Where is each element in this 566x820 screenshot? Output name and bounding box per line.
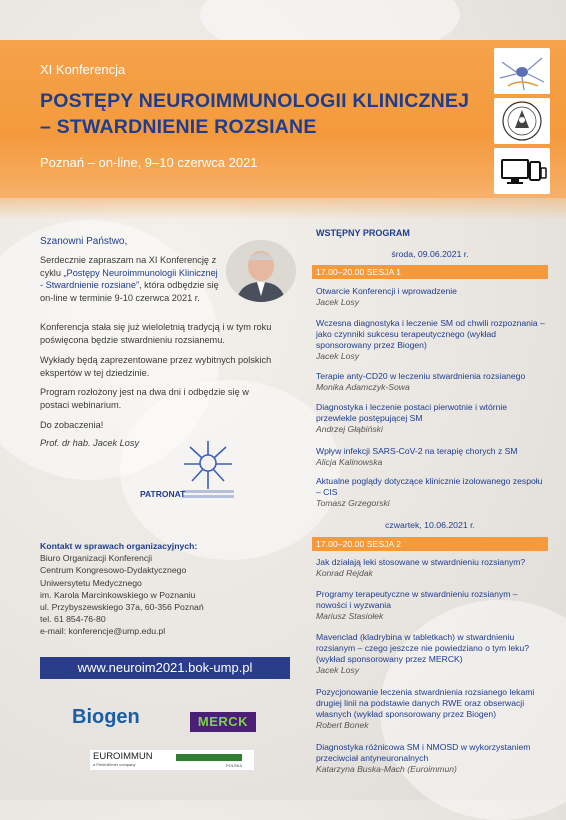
program-item xyxy=(316,318,548,362)
program-item xyxy=(316,742,548,775)
devices-icon xyxy=(494,148,550,194)
program-title: WSTĘPNY PROGRAM xyxy=(316,228,410,238)
program-item xyxy=(316,687,548,731)
talk-title: Otwarcie Konferencji i wprowadzenie xyxy=(316,286,457,296)
talk-title: Wpływ infekcji SARS-CoV-2 na terapię chorych z SM xyxy=(316,446,518,456)
author-photo xyxy=(226,240,296,302)
session1-bar: 17.00–20.00 SESJA 1 xyxy=(312,265,548,279)
euroimmun-subtitle: a PerkinElmer company xyxy=(93,762,136,767)
contact-line: Uniwersytetu Medycznego xyxy=(40,577,142,588)
closing-line: Do zobaczenia! xyxy=(40,420,104,430)
patronat-label: PATRONAT xyxy=(140,489,186,499)
intro-highlight: „Postępy Neuroimmunologii Klinicznej - Stwardnienie rozsiane” xyxy=(40,267,218,290)
talk-title: Programy terapeutyczne w stwardnieniu rozsianym – nowości i wyzwania xyxy=(316,589,518,610)
website-link[interactable]: www.neuroim2021.bok-ump.pl xyxy=(40,657,290,679)
online-devices-logo xyxy=(494,148,550,194)
contact-block xyxy=(40,540,204,638)
program-item xyxy=(316,286,548,308)
tradition-paragraph: Konferencja stała się już wieloletnią tradycją i w tym roku poświęcona będzie stwardnieniu rozsianemu. xyxy=(40,322,272,345)
talk-title: Pozycjonowanie leczenia stwardnienia rozsianego lekami drugiej linii na podstawie danych RWE oraz obserwacji własnych (wykład sponsorowany przez Biogen) xyxy=(316,687,535,719)
merck-logo: MERCK xyxy=(190,712,256,732)
conference-number: XI Konferencja xyxy=(40,62,126,77)
euroimmun-bar xyxy=(176,754,242,761)
talk-author: Jacek Losy xyxy=(316,665,359,675)
university-seal-logo xyxy=(494,98,550,144)
signature: Prof. dr hab. Jacek Losy xyxy=(40,438,140,448)
euroimmun-name: EUROIMMUN xyxy=(93,751,153,762)
conference-location-date: Poznań – on-line, 9–10 czerwca 2021 xyxy=(40,155,258,170)
euroimmun-logo xyxy=(90,750,254,770)
talk-author: Jacek Losy xyxy=(316,351,359,361)
contact-line: Centrum Kongresowo-Dydaktycznego xyxy=(40,565,187,576)
biogen-logo: Biogen xyxy=(72,706,140,728)
talk-author: Mariusz Stasiołek xyxy=(316,611,384,621)
conference-title-line1: POSTĘPY NEUROIMMUNOLOGII KLINICZNEJ xyxy=(40,90,470,112)
talk-author: Robert Bonek xyxy=(316,720,369,730)
program-item xyxy=(316,589,548,622)
talk-title: Wczesna diagnostyka i leczenie SM od chwili rozpoznania – jako czynniki sukcesu terapeutycznego (wykład sponsorowany przez Biogen) xyxy=(316,318,545,350)
ptsr-logo xyxy=(172,437,244,509)
session2-bar: 17.00–20.00 SESJA 2 xyxy=(312,537,548,551)
contact-line: im. Karola Marcinkowskiego w Poznaniu xyxy=(40,589,196,600)
talk-title: Jak działają leki stosowane w stwardnieniu rozsianym? xyxy=(316,557,526,567)
talk-title: Mavenclad (kladrybina w tabletkach) w stwardnieniu rozsianym – czego jeszcze nie powiedziano o tym leku? (wykład sponsorowany przez MERCK) xyxy=(316,632,530,664)
talk-author: Katarzyna Buska-Mach (Euroimmun) xyxy=(316,764,457,774)
program-item xyxy=(316,557,548,579)
banner-fade xyxy=(0,190,566,220)
day2-date: czwartek, 10.06.2021 r. xyxy=(385,520,475,530)
program-item xyxy=(316,446,548,468)
program-item xyxy=(316,632,548,676)
neuron-logo xyxy=(494,48,550,94)
intro-text-end: , która odbędzie się on-line w terminie 9-10 czerwca 2021 r. xyxy=(40,280,219,303)
talk-title: Diagnostyka i leczenie postaci pierwotnie i wtórnie przewlekle postępującej SM xyxy=(316,402,508,423)
intro-text: Serdecznie zapraszam na XI Konferencję z cyklu xyxy=(40,255,217,278)
webinar-paragraph: Program rozłożony jest na dwa dni i odbędzie się w postaci webinarium. xyxy=(40,387,249,410)
contact-email[interactable]: e-mail: konferencje@ump.edu.pl xyxy=(40,626,166,637)
greeting: Szanowni Państwo, xyxy=(40,236,128,247)
euroimmun-country: POLSKA xyxy=(226,763,243,768)
day1-date: środa, 09.06.2021 r. xyxy=(391,249,469,259)
talk-author: Monika Adamczyk-Sowa xyxy=(316,382,410,392)
talk-author: Konrad Rejdak xyxy=(316,568,373,578)
university-seal-icon xyxy=(494,98,550,144)
talk-author: Andrzej Głąbiński xyxy=(316,424,383,434)
program-item xyxy=(316,371,548,393)
contact-line: ul. Przybyszewskiego 37a, 60-356 Poznań xyxy=(40,602,204,613)
talk-title: Aktualne poglądy dotyczące klinicznie izolowanego zespołu – CIS xyxy=(316,476,543,497)
contact-line: Biuro Organizacji Konferencji xyxy=(40,553,153,564)
program-item xyxy=(316,476,548,509)
lectures-paragraph: Wykłady będą zaprezentowane przez wybitnych polskich ekspertów w tej dziedzinie. xyxy=(40,355,272,378)
conference-title-line2: – STWARDNIENIE ROZSIANE xyxy=(40,116,317,138)
talk-author: Tomasz Grzegorski xyxy=(316,498,390,508)
talk-title: Diagnostyka różnicowa SM i NMOSD w wykorzystaniem przeciwciał antyneuronalnych xyxy=(316,742,531,763)
intro-paragraph xyxy=(40,254,220,304)
contact-phone: tel. 61 854-76-80 xyxy=(40,614,106,625)
program-item xyxy=(316,402,548,435)
portrait-icon xyxy=(226,240,296,302)
contact-title: Kontakt w sprawach organizacyjnych: xyxy=(40,541,198,551)
talk-author: Alicja Kalinowska xyxy=(316,457,383,467)
talk-title: Terapie anty-CD20 w leczeniu stwardnienia rozsianego xyxy=(316,371,526,381)
ptsr-neuron-icon xyxy=(172,437,244,509)
neuron-icon xyxy=(494,48,550,94)
talk-author: Jacek Losy xyxy=(316,297,359,307)
